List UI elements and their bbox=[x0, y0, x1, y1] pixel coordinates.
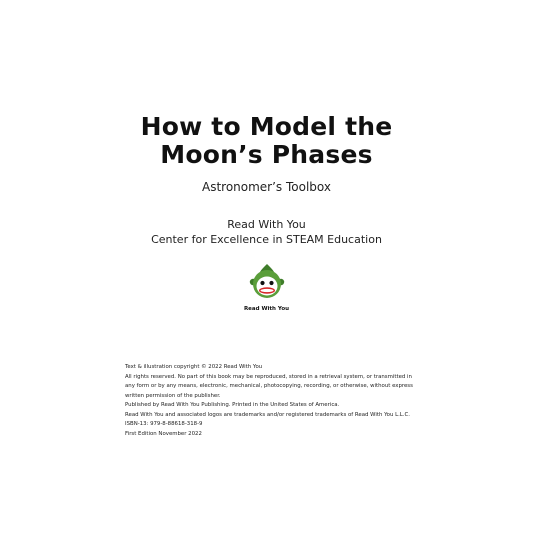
book-title-line-2: Moon’s Phases bbox=[160, 140, 373, 169]
copyright-line: any form or by any means, electronic, mechanical, photocopying, recording, or otherwise, without express bbox=[125, 383, 413, 389]
edition-line: First Edition November 2022 bbox=[125, 430, 202, 437]
copyright-line: Read With You and associated logos are trademarks and/or registered trademarks of Read With You L.L.C. bbox=[125, 411, 411, 418]
copyright-line: written permission of the publisher. bbox=[125, 392, 221, 399]
copyright-line: Published by Read With You Publishing. Printed in the United States of America. bbox=[125, 402, 340, 408]
isbn-line: ISBN-13: 979-8-88618-318-9 bbox=[125, 421, 203, 427]
copyright-line: Text & illustration copyright © 2022 Read With You bbox=[125, 364, 263, 370]
copyright-line: All rights reserved. No part of this book may be reproduced, stored in a retrieval system, or transmitted in bbox=[125, 373, 412, 380]
logo-caption: Read With You bbox=[243, 306, 290, 312]
read-with-you-logo-icon bbox=[249, 262, 285, 306]
publisher-center: Center for Excellence in STEAM Education bbox=[151, 233, 382, 246]
book-title-line-1: How to Model the bbox=[140, 112, 393, 141]
copyright-block bbox=[125, 363, 415, 439]
publisher-name: Read With You bbox=[227, 218, 306, 231]
book-subtitle: Astronomer’s Toolbox bbox=[201, 180, 331, 194]
